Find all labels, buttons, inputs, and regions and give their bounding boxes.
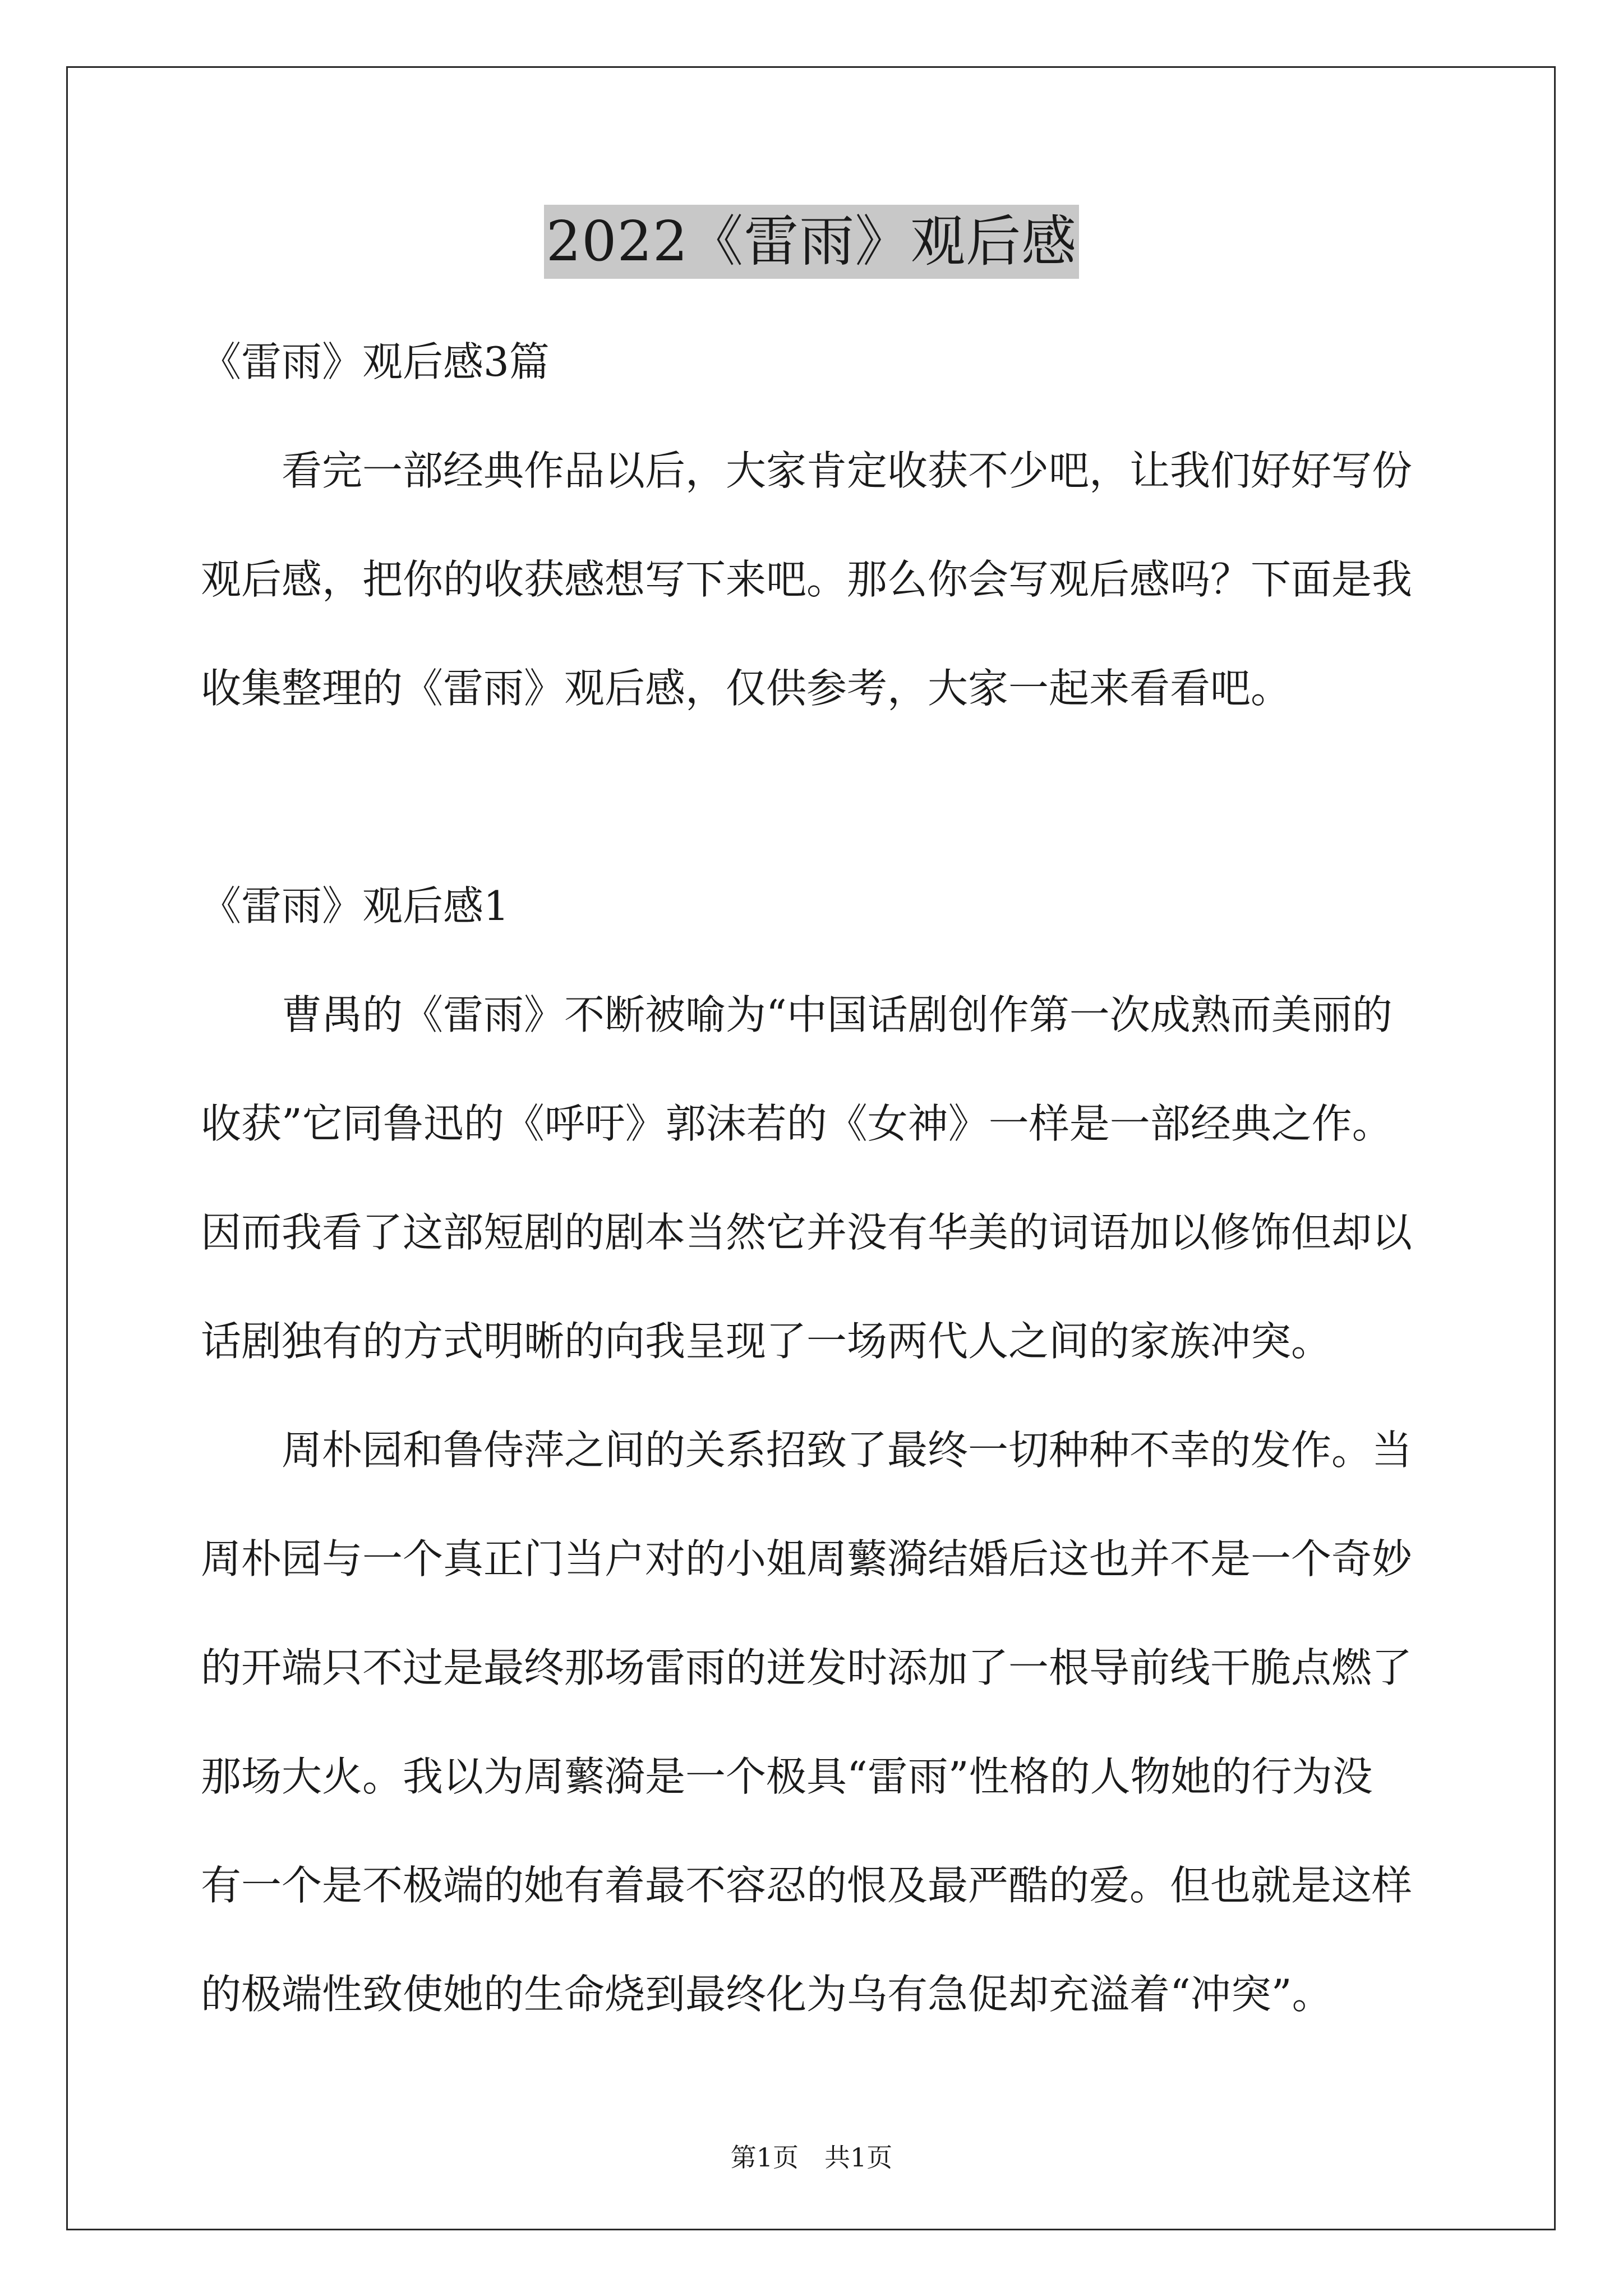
para2-line: 那场大火。我以为周蘩漪是一个极具“雷雨”性格的人物她的行为没 <box>201 1753 1373 1800</box>
para2-line: 有一个是不极端的她有着最不容忍的恨及最严酷的爱。但也就是这样 <box>201 1862 1413 1909</box>
document-body <box>201 307 1435 2049</box>
para2-line: 的开端只不过是最终那场雷雨的迸发时添加了一根导前线干脆点燃了 <box>201 1644 1413 1691</box>
intro-line: 看完一部经典作品以后，大家肯定收获不少吧，让我们好好写份 <box>282 447 1413 494</box>
para1-line: 因而我看了这部短剧的剧本当然它并没有华美的词语加以修饰但却以 <box>201 1209 1413 1256</box>
blank-line <box>201 743 1435 852</box>
intro-line: 观后感，把你的收获感想写下来吧。那么你会写观后感吗？下面是我 <box>201 556 1413 603</box>
para2-line: 周朴园与一个真正门当户对的小姐周蘩漪结婚后这也并不是一个奇妙 <box>201 1535 1413 1582</box>
para1-line: 收获”它同鲁迅的《呼吁》郭沫若的《女神》一样是一部经典之作。 <box>201 1100 1393 1147</box>
para1-line: 曹禺的《雷雨》不断被喻为“中国话剧创作第一次成熟而美丽的 <box>282 991 1393 1038</box>
para2-line: 的极端性致使她的生命烧到最终化为乌有急促却充溢着“冲突”。 <box>201 1971 1332 2018</box>
page-footer <box>0 2141 1623 2174</box>
document-title: 2022《雷雨》观后感 <box>544 205 1079 279</box>
para2-line: 周朴园和鲁侍萍之间的关系招致了最终一切种种不幸的发作。当 <box>282 1427 1413 1474</box>
page-number: 第1页 <box>730 2142 799 2173</box>
title-container <box>0 205 1623 279</box>
intro-line: 收集整理的《雷雨》观后感，仅供参考，大家一起来看看吧。 <box>201 665 1292 712</box>
para1-line: 话剧独有的方式明晰的向我呈现了一场两代人之间的家族冲突。 <box>201 1318 1332 1365</box>
document-subtitle: 《雷雨》观后感3篇 <box>201 338 550 385</box>
page-total: 共1页 <box>824 2142 893 2173</box>
section-heading: 《雷雨》观后感1 <box>201 882 509 930</box>
